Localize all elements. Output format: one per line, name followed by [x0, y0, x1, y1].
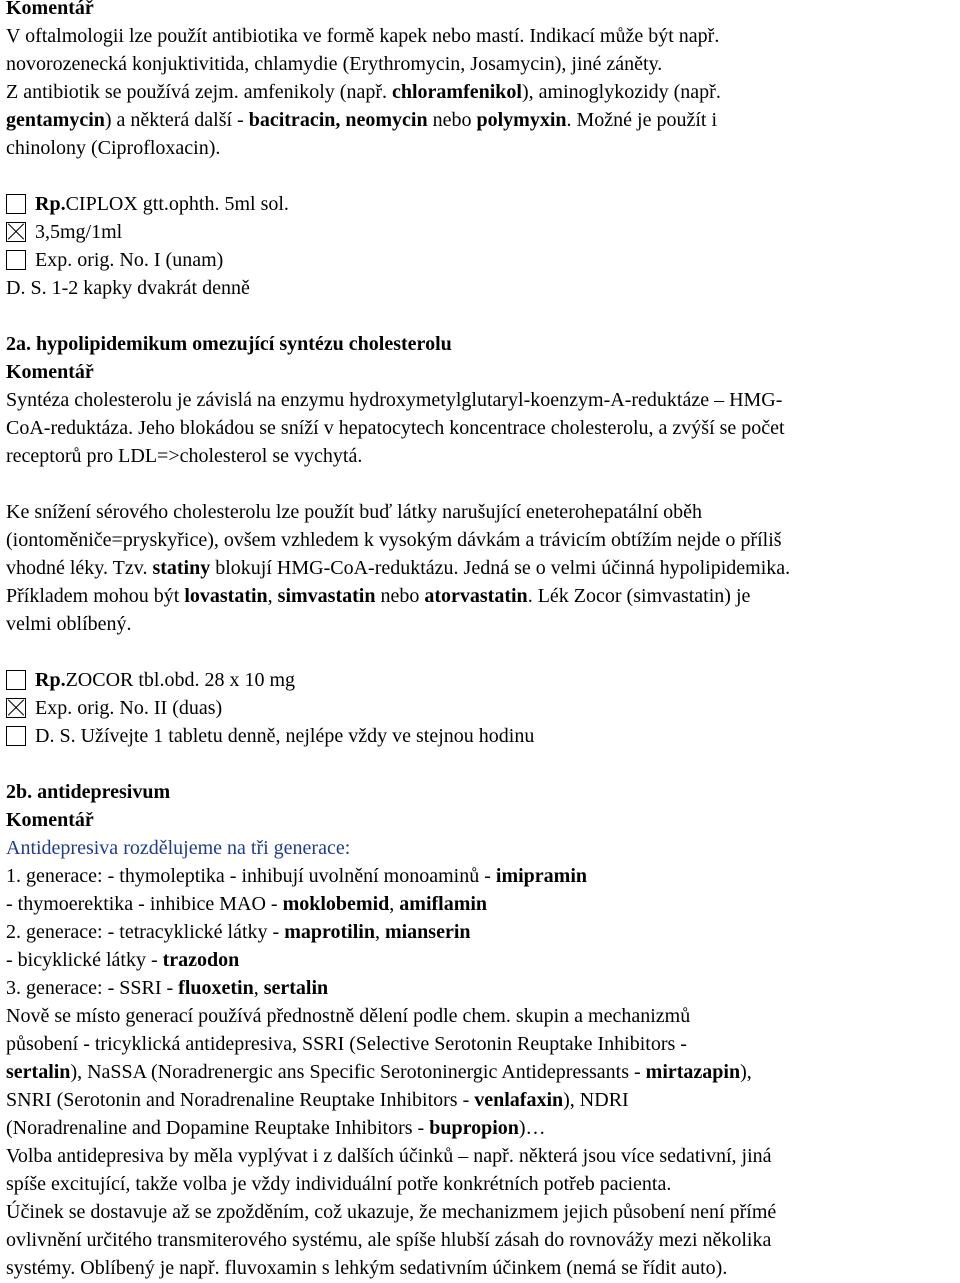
- paragraph-line: Účinek se dostavuje až se zpožděním, což ukazuje, že mechanizmem jejich působení není přímé: [6, 1201, 777, 1223]
- paragraph-line: sertalin), NaSSA (Noradrenergic ans Specific Serotoninergic Antidepressants - mirtazapin),: [6, 1061, 752, 1083]
- prescription-line: Rp. CIPLOX gtt.ophth. 5ml sol.: [6, 190, 950, 218]
- komentar-heading: Komentář: [6, 809, 94, 831]
- paragraph-line: Nově se místo generací používá přednostně dělení podle chem. skupin a mechanizmů: [6, 1005, 691, 1027]
- paragraph-line: velmi oblíbený.: [6, 613, 132, 635]
- paragraph-line: systémy. Oblíbený je např. fluvoxamin s lehkým sedativním účinkem (nemá se řídit auto).: [6, 1257, 728, 1279]
- checkbox-empty-icon: [6, 250, 26, 270]
- list-item: - bicyklické látky - trazodon: [6, 949, 240, 971]
- section-title: 2b. antidepresivum: [6, 781, 171, 803]
- paragraph-line: novorozenecká konjuktivitida, chlamydie (Erythromycin, Josamycin), jiné záněty.: [6, 53, 663, 75]
- prescription-line: D. S. Užívejte 1 tabletu denně, nejlépe vždy ve stejnou hodinu: [6, 722, 950, 750]
- paragraph-line: spíše excitující, takže volba je vždy individuální potře konkrétních potřeb pacienta.: [6, 1173, 672, 1195]
- paragraph-line: CoA-reduktáza. Jeho blokádou se sníží v hepatocytech koncentrace cholesterolu, a zvýší se počet: [6, 417, 785, 439]
- paragraph-line: chinolony (Ciprofloxacin).: [6, 137, 221, 159]
- paragraph-line: receptorů pro LDL=>cholesterol se vychytá.: [6, 445, 363, 467]
- prescription-line: Exp. orig. No. I (unam): [6, 246, 950, 274]
- list-item: 3. generace: - SSRI - fluoxetin, sertalin: [6, 977, 329, 999]
- paragraph-line: (Noradrenaline and Dopamine Reuptake Inhibitors - bupropion)…: [6, 1117, 546, 1139]
- list-item: 2. generace: - tetracyklické látky - maprotilin, mianserin: [6, 921, 471, 943]
- prescription-line: Exp. orig. No. II (duas): [6, 694, 950, 722]
- paragraph-line: Příkladem mohou být lovastatin, simvastatin nebo atorvastatin. Lék Zocor (simvastatin) je: [6, 585, 751, 607]
- checkbox-empty-icon: [6, 194, 26, 214]
- list-item: 1. generace: - thymoleptika - inhibují uvolnění monoaminů - imipramin: [6, 865, 588, 887]
- prescription-line: D. S. 1-2 kapky dvakrát denně: [6, 277, 250, 299]
- paragraph-line: (iontoměniče=pryskyřice), ovšem vzhledem k vysokým dávkám a trávicím obtížím nejde o příliš: [6, 529, 782, 551]
- paragraph-line: vhodné léky. Tzv. statiny blokují HMG-CoA-reduktázu. Jedná se o velmi účinná hypolipidemika.: [6, 557, 791, 579]
- paragraph-line: Ke snížení sérového cholesterolu lze použít buď látky narušující eneterohepatální oběh: [6, 501, 703, 523]
- paragraph-line: Syntéza cholesterolu je závislá na enzymu hydroxymetylglutaryl-koenzym-A-reduktáze – HMG-: [6, 389, 783, 411]
- checkbox-crossed-icon: [6, 698, 26, 718]
- komentar-heading: Komentář: [6, 0, 94, 19]
- checkbox-crossed-icon: [6, 222, 26, 242]
- paragraph-line: Volba antidepresiva by měla vyplývat i z dalších účinků – např. některá jsou více sedativní, jiná: [6, 1145, 772, 1167]
- paragraph-line: ovlivnění určitého transmiterového systému, ale spíše hlubší zásah do rovnovážy mezi několika: [6, 1229, 772, 1251]
- paragraph-line: Antidepresiva rozdělujeme na tři generace:: [6, 837, 351, 859]
- prescription-line: Rp. ZOCOR tbl.obd. 28 x 10 mg: [6, 666, 950, 694]
- komentar-heading: Komentář: [6, 361, 94, 383]
- list-item: - thymoerektika - inhibice MAO - moklobemid, amiflamin: [6, 893, 488, 915]
- checkbox-empty-icon: [6, 726, 26, 746]
- section-title: 2a. hypolipidemikum omezující syntézu cholesterolu: [6, 333, 452, 355]
- prescription-line: 3,5mg/1ml: [6, 218, 950, 246]
- paragraph-line: působení - tricyklická antidepresiva, SSRI (Selective Serotonin Reuptake Inhibitors -: [6, 1033, 687, 1055]
- checkbox-empty-icon: [6, 670, 26, 690]
- paragraph-line: V oftalmologii lze použít antibiotika ve formě kapek nebo mastí. Indikací může být např.: [6, 25, 720, 47]
- paragraph-line: gentamycin) a některá další - bacitracin, neomycin nebo polymyxin. Možné je použít i: [6, 109, 718, 131]
- paragraph-line: Z antibiotik se používá zejm. amfenikoly (např. chloramfenikol), aminoglykozidy (např.: [6, 81, 721, 103]
- paragraph-line: SNRI (Serotonin and Noradrenaline Reuptake Inhibitors - venlafaxin), NDRI: [6, 1089, 629, 1111]
